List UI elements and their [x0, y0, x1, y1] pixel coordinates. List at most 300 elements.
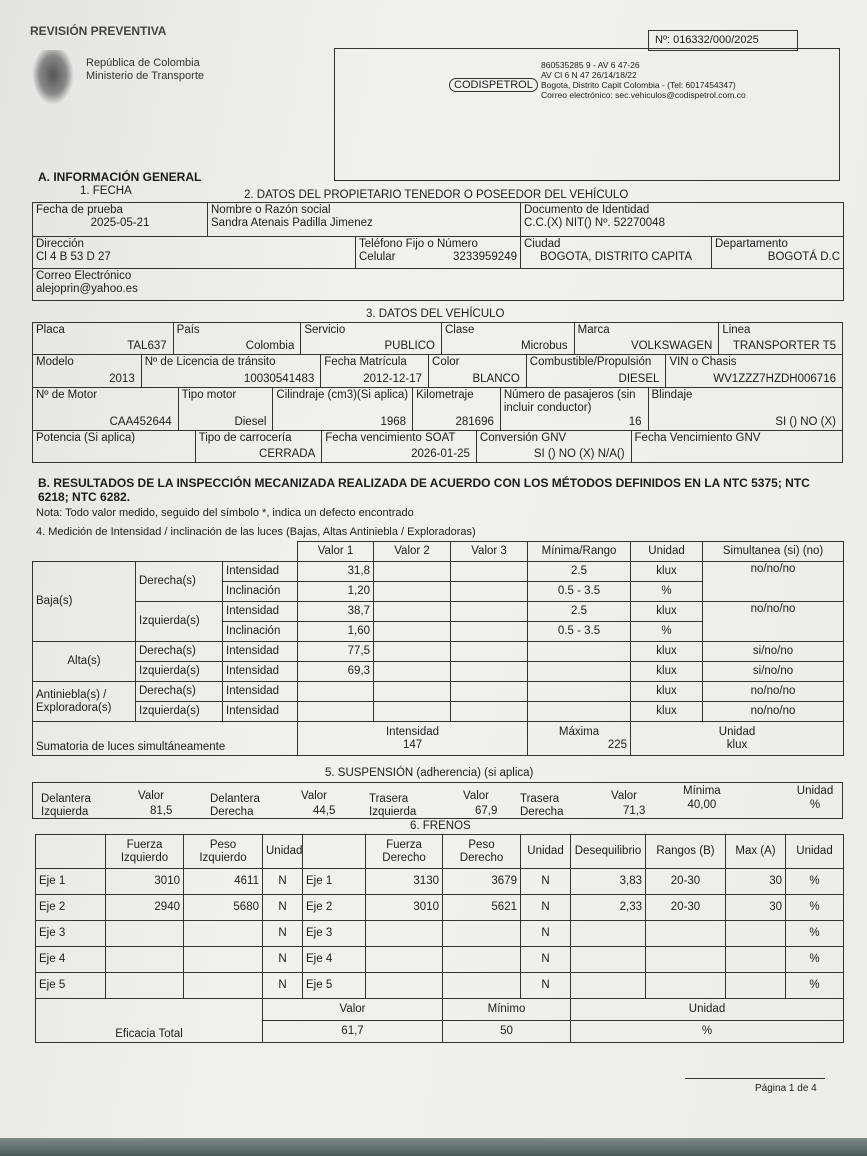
- field-value: 2026-01-25: [411, 448, 470, 460]
- company-box: [334, 48, 840, 181]
- vehicle-row: [32, 388, 843, 431]
- field-value: CERRADA: [259, 448, 316, 460]
- sum-unit-value: klux: [726, 738, 748, 751]
- vehicle-row: [32, 355, 843, 388]
- light-value-1: [298, 702, 374, 722]
- correo-cell: [33, 269, 844, 301]
- vehicle-field: [33, 323, 173, 354]
- light-value-1: 1,60: [298, 622, 374, 642]
- company-line: Correo electrónico: sec.vehiculos@codispetrol.com.co: [541, 90, 746, 100]
- brakes-row: [36, 869, 844, 895]
- light-type: Intensidad: [223, 662, 298, 682]
- unit-left: N: [263, 869, 303, 895]
- brakes-header-row: [36, 835, 844, 869]
- brakes-header: Unidad: [521, 835, 571, 869]
- sum-unit: [631, 722, 844, 756]
- vehicle-field: [718, 323, 842, 354]
- field-label: Nº de Licencia de tránsito: [144, 356, 276, 368]
- light-side: Izquierda(s): [136, 602, 223, 642]
- vehicle-field: [648, 388, 843, 430]
- vehicle-field: [631, 431, 842, 462]
- vehicle-field: [412, 388, 500, 430]
- light-simultanea: no/no/no: [703, 702, 844, 722]
- lights-row: [33, 702, 844, 722]
- direccion-label: Dirección: [36, 238, 84, 250]
- suspension-unit-value: %: [809, 799, 821, 811]
- section-owner-title: 2. DATOS DEL PROPIETARIO TENEDOR O POSEEDOR DEL VEHÍCULO: [244, 189, 629, 201]
- force-right: [366, 921, 443, 947]
- header-valor-3: Valor 3: [451, 542, 528, 562]
- departamento-cell: [712, 237, 844, 269]
- unit-right: N: [521, 973, 571, 999]
- weight-right: [443, 973, 521, 999]
- correo-label: Correo Electrónico: [36, 270, 132, 282]
- field-label: Color: [432, 356, 460, 368]
- ciudad-label: Ciudad: [524, 238, 561, 250]
- direccion-cell: [33, 237, 356, 269]
- sum-unit-label: Unidad: [718, 725, 756, 738]
- field-value: DIESEL: [618, 373, 660, 385]
- lights-row: [33, 682, 844, 702]
- light-group: Alta(s): [33, 642, 136, 682]
- unit-left: N: [263, 895, 303, 921]
- sum-intensity: [298, 722, 528, 756]
- brakes-header: Rangos (B): [646, 835, 726, 869]
- imbalance: 2,33: [571, 895, 646, 921]
- force-left: [106, 973, 184, 999]
- light-unit: %: [631, 582, 703, 602]
- force-left: 2940: [106, 895, 184, 921]
- light-unit: klux: [631, 562, 703, 582]
- axle-label: Eje 4: [36, 947, 106, 973]
- light-min: [528, 682, 631, 702]
- light-side: Derecha(s): [136, 682, 223, 702]
- field-label: Kilometraje: [416, 389, 474, 401]
- vehicle-field: [526, 355, 666, 387]
- range: [646, 921, 726, 947]
- suspension-value-label: Valor: [301, 790, 327, 802]
- weight-left: 4611: [184, 869, 263, 895]
- suspension-min-value: 40,00: [687, 799, 717, 811]
- field-label: País: [176, 324, 200, 336]
- suspension-value: 67,9: [475, 805, 498, 817]
- weight-right: 5621: [443, 895, 521, 921]
- light-min: 0.5 - 3.5: [528, 582, 631, 602]
- field-value: BLANCO: [472, 373, 520, 385]
- field-label: Nº de Motor: [36, 389, 98, 401]
- sum-label: Sumatoria de luces simultáneamente: [33, 722, 298, 756]
- axle-label-right: Eje 1: [303, 869, 366, 895]
- lights-row: [33, 642, 844, 662]
- light-simultanea: no/no/no: [703, 682, 844, 702]
- ciudad-cell: [521, 237, 712, 269]
- header-unidad: Unidad: [631, 542, 703, 562]
- vehicle-field: [272, 388, 412, 430]
- max: 30: [726, 895, 786, 921]
- light-side: Derecha(s): [136, 642, 223, 662]
- unit-pct: %: [786, 895, 844, 921]
- field-label: Blindaje: [651, 389, 693, 401]
- field-label: Fecha Vencimiento GNV: [634, 432, 761, 444]
- field-value: Diesel: [234, 416, 267, 428]
- efficiency-value: 61,7: [263, 1021, 443, 1043]
- suspension-min-label: Mínima: [683, 785, 721, 797]
- field-label: Potencia (Si aplica): [36, 432, 136, 444]
- coat-of-arms-logo: [32, 50, 74, 105]
- field-value: WV1ZZZ7HZDH006716: [713, 373, 836, 385]
- range: 20-30: [646, 895, 726, 921]
- max: [726, 973, 786, 999]
- documento-value: C.C.(X) NIT() Nº. 52270048: [524, 217, 665, 229]
- company-line: 860535285 9 - AV 6 47-26: [541, 60, 640, 70]
- brakes-header: Fuerza Izquierdo: [106, 835, 184, 869]
- correo-value: alejoprin@yahoo.es: [36, 283, 138, 295]
- brakes-header: Max (A): [726, 835, 786, 869]
- lights-row: [33, 602, 844, 622]
- light-unit: klux: [631, 682, 703, 702]
- axle-label: Eje 2: [36, 895, 106, 921]
- field-value: SI () NO (X) N/A(): [533, 448, 625, 460]
- field-value: TAL637: [127, 340, 167, 352]
- unit-pct: %: [786, 921, 844, 947]
- suspension-value: 44,5: [313, 805, 336, 817]
- efficiency-unit-label: Unidad: [571, 999, 844, 1021]
- light-type: Inclinación: [223, 622, 298, 642]
- light-simultanea: no/no/no: [703, 562, 844, 602]
- field-label: Fecha Matrícula: [324, 356, 407, 368]
- field-label: Combustible/Propulsión: [529, 356, 652, 368]
- nombre-value: Sandra Atenais Padilla Jimenez: [211, 217, 373, 229]
- direccion-value: Cl 4 B 53 D 27: [36, 251, 111, 263]
- light-type: Intensidad: [223, 702, 298, 722]
- suspension-table: [32, 782, 843, 819]
- lights-row: [33, 562, 844, 582]
- brakes-header: Desequilibrio: [571, 835, 646, 869]
- vehicle-field: [476, 431, 631, 462]
- vehicle-field: [178, 388, 273, 430]
- vehicle-field: [141, 355, 321, 387]
- weight-left: [184, 947, 263, 973]
- vehicle-field: [574, 323, 719, 354]
- weight-left: [184, 973, 263, 999]
- suspension-value-label: Valor: [463, 790, 489, 802]
- force-left: 3010: [106, 869, 184, 895]
- force-right: 3130: [366, 869, 443, 895]
- brakes-row: [36, 973, 844, 999]
- suspension-position: Trasera Derecha: [520, 793, 564, 818]
- table-surface: [0, 1138, 867, 1156]
- suspension-unit: [793, 784, 837, 812]
- light-unit: %: [631, 622, 703, 642]
- range: 20-30: [646, 869, 726, 895]
- vehicle-row: [32, 431, 843, 463]
- weight-left: 5680: [184, 895, 263, 921]
- doc-title: REVISIÓN PREVENTIVA: [30, 24, 167, 38]
- unit-right: N: [521, 869, 571, 895]
- efficiency-unit: %: [571, 1021, 844, 1043]
- light-unit: klux: [631, 642, 703, 662]
- codispetrol-logo: CODISPETROL: [449, 78, 538, 92]
- suspension-value-cell: [301, 789, 335, 819]
- light-unit: klux: [631, 662, 703, 682]
- telefono-value: 3233959249: [453, 251, 517, 263]
- suspension-position: Trasera Izquierda: [369, 793, 417, 818]
- gov-name: [86, 57, 204, 83]
- field-label: Marca: [577, 324, 610, 336]
- max: 30: [726, 869, 786, 895]
- light-simultanea: si/no/no: [703, 662, 844, 682]
- brakes-header: Unidad: [263, 835, 303, 869]
- efficiency-min-label: Mínimo: [443, 999, 571, 1021]
- brakes-header: Fuerza Derecho: [366, 835, 443, 869]
- company-line: AV Cl 6 N 47 26/14/18/22: [541, 70, 637, 80]
- field-label: Número de pasajeros (sin incluir conductor): [503, 389, 636, 414]
- axle-label-right: Eje 2: [303, 895, 366, 921]
- unit-pct: %: [786, 973, 844, 999]
- light-unit: klux: [631, 602, 703, 622]
- header-valor-1: Valor 1: [298, 542, 374, 562]
- vehicle-field: [33, 388, 178, 430]
- imbalance: [571, 947, 646, 973]
- brakes-header: Unidad: [786, 835, 844, 869]
- vehicle-field: [33, 355, 141, 387]
- field-label: Tipo motor: [181, 389, 237, 401]
- sum-max-value: 225: [607, 738, 628, 751]
- field-value: PUBLICO: [384, 340, 435, 352]
- axle-label: Eje 1: [36, 869, 106, 895]
- unit-left: N: [263, 947, 303, 973]
- vehicle-field: [500, 388, 648, 430]
- unit-left: N: [263, 973, 303, 999]
- unit-right: N: [521, 947, 571, 973]
- field-label: Placa: [36, 324, 65, 336]
- celular-label: Celular: [359, 251, 396, 263]
- suspension-title: 5. SUSPENSIÓN (adherencia) (si aplica): [325, 767, 534, 779]
- light-type: Intensidad: [223, 562, 298, 582]
- efficiency-min: 50: [443, 1021, 571, 1043]
- header-minima: Mínima/Rango: [528, 542, 631, 562]
- field-label: Cilindraje (cm3)(Si aplica): [276, 389, 409, 401]
- ciudad-value: BOGOTA, DISTRITO CAPITA: [539, 251, 693, 263]
- light-type: Intensidad: [223, 602, 298, 622]
- section-a-title: A. INFORMACIÓN GENERAL: [38, 170, 202, 184]
- lights-title: 4. Medición de Intensidad / inclinación de las luces (Bajas, Altas Antiniebla / Exploradoras): [36, 526, 476, 538]
- field-label: VIN o Chasis: [669, 356, 737, 368]
- suspension-value-label: Valor: [138, 790, 164, 802]
- vehicle-field: [441, 323, 574, 354]
- suspension-min: [683, 784, 721, 812]
- light-type: Intensidad: [223, 642, 298, 662]
- header-valor-2: Valor 2: [374, 542, 451, 562]
- vehicle-field: [33, 431, 195, 462]
- light-side: Derecha(s): [136, 562, 223, 602]
- efficiency-value-label: Valor: [263, 999, 443, 1021]
- vehicle-field: [195, 431, 322, 462]
- field-value: Microbus: [521, 340, 568, 352]
- section-fecha-title: 1. FECHA: [80, 185, 132, 197]
- light-min: 2.5: [528, 602, 631, 622]
- field-value: SI () NO (X): [775, 416, 837, 428]
- light-min: [528, 702, 631, 722]
- field-value: 2012-12-17: [363, 373, 423, 385]
- field-value: TRANSPORTER T5: [732, 340, 837, 352]
- vehicle-section-title: 3. DATOS DEL VEHÍCULO: [366, 308, 505, 320]
- axle-label: Eje 3: [36, 921, 106, 947]
- light-value-1: 31,8: [298, 562, 374, 582]
- imbalance: [571, 921, 646, 947]
- documento-label: Documento de Identidad: [524, 204, 650, 216]
- light-type: Inclinación: [223, 582, 298, 602]
- brakes-header: Peso Derecho: [443, 835, 521, 869]
- light-value-1: 69,3: [298, 662, 374, 682]
- unit-right: N: [521, 921, 571, 947]
- fecha-cell: [33, 203, 208, 237]
- fecha-label: Fecha de prueba: [36, 204, 123, 216]
- doc-number: Nº: 016332/000/2025: [648, 30, 798, 51]
- field-label: Tipo de carrocería: [198, 432, 292, 444]
- axle-label-right: Eje 5: [303, 973, 366, 999]
- field-label: Clase: [445, 324, 475, 336]
- light-min: 2.5: [528, 562, 631, 582]
- light-value-1: 38,7: [298, 602, 374, 622]
- telefono-label: Teléfono Fijo o Número: [359, 238, 478, 250]
- field-value: CAA452644: [109, 416, 172, 428]
- lights-row: [33, 662, 844, 682]
- vehicle-field: [300, 323, 441, 354]
- suspension-value: 71,3: [623, 805, 646, 817]
- field-label: Servicio: [304, 324, 346, 336]
- max: [726, 947, 786, 973]
- unit-pct: %: [786, 947, 844, 973]
- light-group: Antiniebla(s) / Exploradora(s): [33, 682, 136, 722]
- light-group: Baja(s): [33, 562, 136, 642]
- field-label: Conversión GNV: [479, 432, 567, 444]
- weight-right: [443, 947, 521, 973]
- light-side: Izquierda(s): [136, 662, 223, 682]
- suspension-value-cell: [611, 789, 645, 819]
- unit-right: N: [521, 895, 571, 921]
- field-value: 281696: [455, 416, 494, 428]
- force-right: 3010: [366, 895, 443, 921]
- force-right: [366, 947, 443, 973]
- suspension-position: Delantera Derecha: [210, 793, 260, 818]
- field-value: Colombia: [245, 340, 295, 352]
- company-line: Bogota, Distrito Capit Colombia - (Tel: 6017454347): [541, 80, 736, 90]
- field-value: VOLKSWAGEN: [630, 340, 713, 352]
- suspension-value-label: Valor: [611, 790, 637, 802]
- signature-line: [685, 1078, 825, 1079]
- force-left: [106, 947, 184, 973]
- force-left: [106, 921, 184, 947]
- light-simultanea: no/no/no: [703, 602, 844, 642]
- page-number: Página 1 de 4: [755, 1083, 817, 1094]
- departamento-value: BOGOTÁ D.C: [767, 251, 840, 263]
- suspension-value-cell: [138, 789, 172, 819]
- efficiency-label: Eficacia Total: [36, 999, 263, 1043]
- telefono-cell: [356, 237, 521, 269]
- imbalance: 3,83: [571, 869, 646, 895]
- nombre-cell: [208, 203, 521, 237]
- axle-label-right: Eje 4: [303, 947, 366, 973]
- vehicle-field: [665, 355, 842, 387]
- section-b-title: B. RESULTADOS DE LA INSPECCIÓN MECANIZADA REALIZADA DE ACUERDO CON LOS MÉTODOS DEFINIDOS EN LA NTC 5375; NTC 6218; NTC 6282.: [38, 476, 810, 504]
- vehicle-table: [32, 322, 843, 463]
- imbalance: [571, 973, 646, 999]
- efficiency-header-row: [36, 999, 844, 1021]
- force-right: [366, 973, 443, 999]
- weight-right: [443, 921, 521, 947]
- unit-pct: %: [786, 869, 844, 895]
- gov-line-2: Ministerio de Transporte: [86, 70, 204, 82]
- suspension-value-cell: [463, 789, 497, 819]
- range: [646, 973, 726, 999]
- field-value: 16: [628, 416, 642, 428]
- light-min: 0.5 - 3.5: [528, 622, 631, 642]
- light-type: Intensidad: [223, 682, 298, 702]
- field-label: Linea: [722, 324, 751, 336]
- field-value: 1968: [380, 416, 407, 428]
- vehicle-row: [32, 322, 843, 355]
- vehicle-field: [173, 323, 301, 354]
- lights-sum-row: [33, 722, 844, 756]
- vehicle-field: [321, 431, 476, 462]
- light-min: [528, 642, 631, 662]
- sum-intensity-label: Intensidad: [385, 725, 440, 738]
- gov-line-1: República de Colombia: [86, 57, 200, 69]
- suspension-position: Delantera Izquierda: [41, 793, 91, 818]
- header-simultanea: Simultanea (si) (no): [703, 542, 844, 562]
- departamento-label: Departamento: [715, 238, 788, 250]
- documento-cell: [521, 203, 844, 237]
- field-label: Modelo: [36, 356, 74, 368]
- field-value: 2013: [109, 373, 135, 385]
- field-label: Fecha vencimiento SOAT: [325, 432, 456, 444]
- weight-left: [184, 921, 263, 947]
- suspension-value: 81,5: [150, 805, 173, 817]
- brakes-table: [35, 834, 844, 1043]
- owner-table: [32, 202, 844, 301]
- brakes-row: [36, 895, 844, 921]
- fecha-value: 2025-05-21: [90, 217, 150, 229]
- brakes-row: [36, 921, 844, 947]
- vehicle-field: [428, 355, 526, 387]
- company-info: [541, 60, 746, 100]
- suspension-unit-label: Unidad: [796, 785, 834, 797]
- sum-max-label: Máxima: [558, 725, 600, 738]
- unit-left: N: [263, 921, 303, 947]
- light-simultanea: si/no/no: [703, 642, 844, 662]
- axle-label: Eje 5: [36, 973, 106, 999]
- brakes-title: 6. FRENOS: [410, 820, 471, 832]
- field-value: 10030541483: [243, 373, 315, 385]
- light-min: [528, 662, 631, 682]
- light-unit: klux: [631, 702, 703, 722]
- light-value-1: 1,20: [298, 582, 374, 602]
- light-side: Izquierda(s): [136, 702, 223, 722]
- range: [646, 947, 726, 973]
- vehicle-field: [320, 355, 428, 387]
- sum-intensity-value: 147: [402, 738, 423, 751]
- lights-table: [32, 541, 844, 756]
- light-value-1: [298, 682, 374, 702]
- axle-label-right: Eje 3: [303, 921, 366, 947]
- brakes-header: Peso Izquierdo: [184, 835, 263, 869]
- sum-max: [528, 722, 631, 756]
- nombre-label: Nombre o Razón social: [211, 204, 331, 216]
- section-b-note: Nota: Todo valor medido, seguido del símbolo *, indica un defecto encontrado: [36, 507, 414, 519]
- max: [726, 921, 786, 947]
- brakes-row: [36, 947, 844, 973]
